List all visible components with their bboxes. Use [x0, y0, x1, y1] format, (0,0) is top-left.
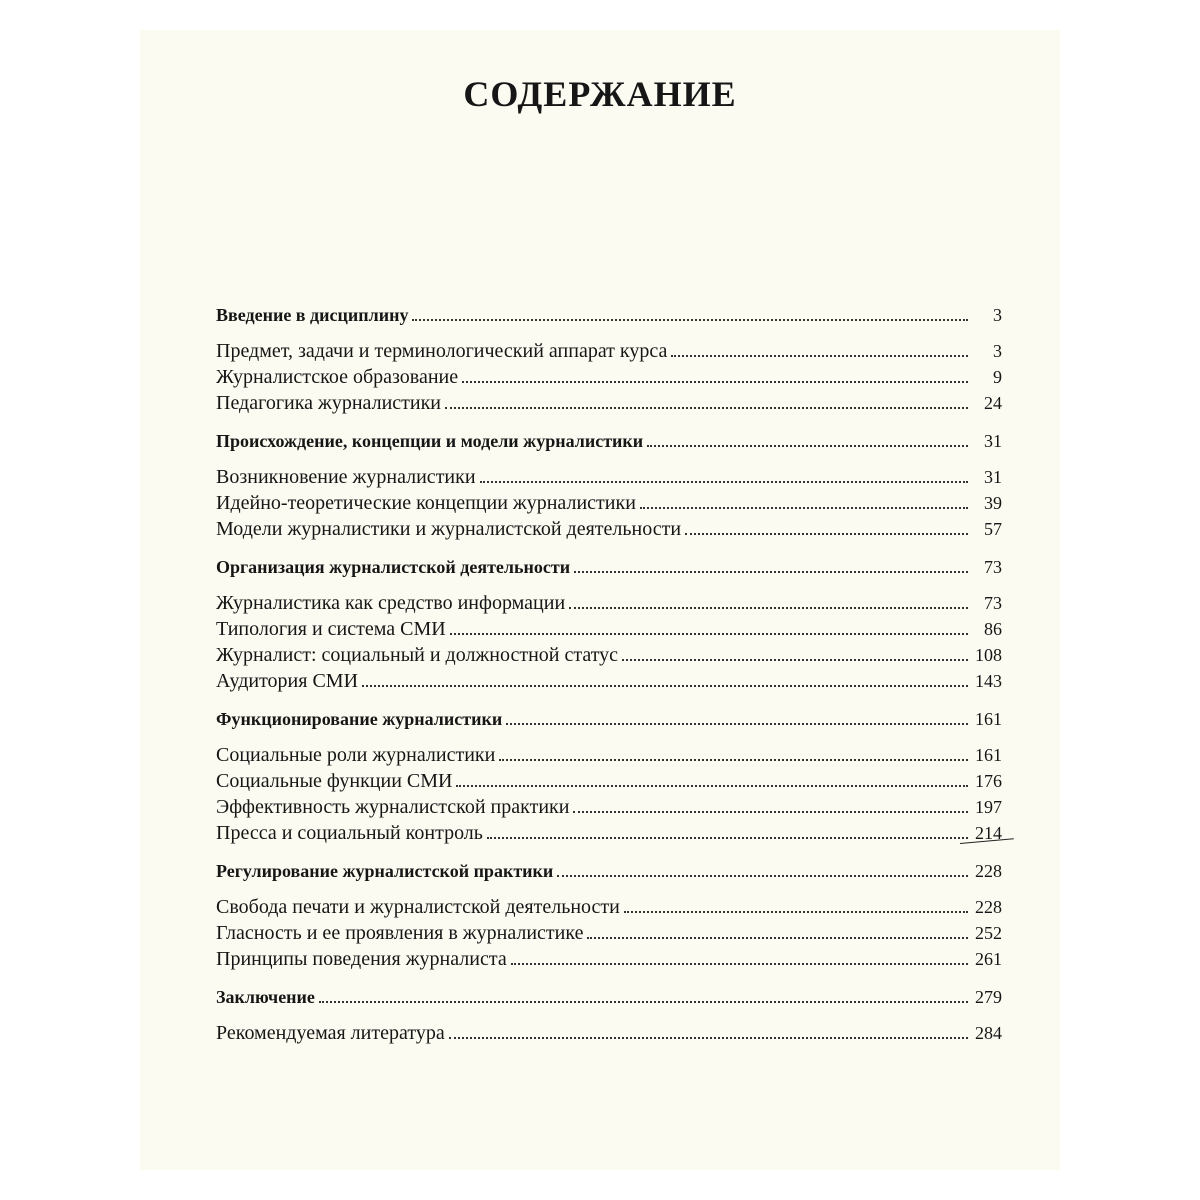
dot-leader: [685, 533, 968, 535]
toc-entry-title: Аудитория СМИ: [216, 670, 359, 692]
toc-entry-title: Эффективность журналистской практики: [216, 796, 570, 818]
toc-subsection-entry: [216, 920, 1002, 946]
toc-entry-title: Организация журналистской деятельности: [216, 557, 571, 577]
dot-leader: [319, 1001, 968, 1003]
dot-leader: [506, 723, 968, 725]
toc-page-number: 108: [975, 645, 1002, 665]
toc-entry-title: Педагогика журналистики: [216, 392, 442, 414]
toc-page-number: 214: [975, 823, 1002, 843]
page-title: СОДЕРЖАНИЕ: [463, 74, 737, 114]
toc-page-number: 39: [984, 493, 1002, 513]
toc-page-number: 86: [984, 619, 1002, 639]
dot-leader: [362, 685, 968, 687]
toc-entry-title: Гласность и ее проявления в журналистике: [216, 922, 584, 944]
toc-section-entry: [216, 554, 1002, 580]
toc-page-number: 3: [993, 305, 1002, 325]
toc-page-number: 261: [975, 949, 1002, 969]
toc-page-number: 228: [975, 861, 1002, 881]
toc-entry-title: Журналистское образование: [216, 366, 459, 388]
toc-page-number: 57: [984, 519, 1002, 539]
toc-page-number: 143: [975, 671, 1002, 691]
dot-leader: [450, 633, 968, 635]
dot-leader: [445, 407, 968, 409]
toc-subsection-entry: [216, 668, 1002, 694]
toc-section-entry: [216, 302, 1002, 328]
dot-leader: [574, 571, 968, 573]
toc-subsection-entry: [216, 490, 1002, 516]
dot-leader: [573, 811, 968, 813]
toc-page-number: 73: [984, 593, 1002, 613]
toc-entry-title: Введение в дисциплину: [216, 305, 409, 325]
toc-page-number: 3: [993, 341, 1002, 361]
dot-leader: [671, 355, 968, 357]
toc-entry-title: Пресса и социальный контроль: [216, 822, 483, 844]
toc-page-number: 161: [975, 745, 1002, 765]
table-of-contents: [216, 302, 1002, 1046]
toc-entry-title: Социальные роли журналистики: [216, 744, 496, 766]
toc-subsection-entry: [216, 390, 1002, 416]
toc-entry-title: Функционирование журналистики: [216, 709, 503, 729]
toc-page-number: 252: [975, 923, 1002, 943]
dot-leader: [511, 963, 968, 965]
toc-page-number: 161: [975, 709, 1002, 729]
toc-subsection-entry: [216, 946, 1002, 972]
toc-subsection-entry: [216, 742, 1002, 768]
toc-subsection-entry: [216, 768, 1002, 794]
dot-leader: [449, 1037, 968, 1039]
toc-subsection-entry: [216, 516, 1002, 542]
dot-leader: [569, 607, 968, 609]
toc-subsection-entry: [216, 590, 1002, 616]
toc-page-number: 31: [984, 467, 1002, 487]
toc-entry-title: Регулирование журналистской практики: [216, 861, 554, 881]
dot-leader: [640, 507, 968, 509]
toc-entry-title: Идейно-теоретические концепции журналистики: [216, 492, 636, 514]
toc-subsection-entry: [216, 338, 1002, 364]
toc-section-entry: [216, 984, 1002, 1010]
toc-page-number: 197: [975, 797, 1002, 817]
dot-leader: [462, 381, 968, 383]
toc-subsection-entry: [216, 616, 1002, 642]
toc-section-entry: [216, 858, 1002, 884]
toc-entry-title: Социальные функции СМИ: [216, 770, 453, 792]
dot-leader: [622, 659, 968, 661]
toc-entry-title: Заключение: [216, 987, 315, 1007]
toc-page-number: 9: [993, 367, 1002, 387]
dot-leader: [487, 837, 968, 839]
toc-entry-title: Возникновение журналистики: [216, 466, 476, 488]
toc-page-number: 228: [975, 897, 1002, 917]
toc-page-number: 31: [984, 431, 1002, 451]
toc-section-entry: [216, 706, 1002, 732]
toc-entry-title: Происхождение, концепции и модели журналистики: [216, 431, 644, 451]
toc-entry-title: Предмет, задачи и терминологический аппарат курса: [216, 340, 668, 362]
dot-leader: [647, 445, 968, 447]
toc-page-number: 284: [975, 1023, 1002, 1043]
toc-entry-title: Свобода печати и журналистской деятельности: [216, 896, 620, 918]
toc-subsection-entry: [216, 364, 1002, 390]
dot-leader: [557, 875, 968, 877]
toc-entry-title: Модели журналистики и журналистской деятельности: [216, 518, 682, 540]
toc-subsection-entry: [216, 1020, 1002, 1046]
toc-entry-title: Журналист: социальный и должностной статус: [216, 644, 619, 666]
dot-leader: [480, 481, 968, 483]
toc-subsection-entry: [216, 464, 1002, 490]
toc-entry-title: Рекомендуемая литература: [216, 1022, 445, 1044]
toc-entry-title: Журналистика как средство информации: [216, 592, 566, 614]
dot-leader: [499, 759, 968, 761]
toc-page-number: 176: [975, 771, 1002, 791]
toc-subsection-entry: [216, 794, 1002, 820]
toc-page-number: 73: [984, 557, 1002, 577]
toc-page-number: 279: [975, 987, 1002, 1007]
dot-leader: [412, 319, 968, 321]
toc-entry-title: Принципы поведения журналиста: [216, 948, 507, 970]
toc-page-number: 24: [984, 393, 1002, 413]
book-page: [140, 30, 1060, 1170]
toc-section-entry: [216, 428, 1002, 454]
toc-entry-title: Типология и система СМИ: [216, 618, 446, 640]
dot-leader: [456, 785, 968, 787]
dot-leader: [624, 911, 968, 913]
toc-subsection-entry: [216, 642, 1002, 668]
toc-subsection-entry: [216, 894, 1002, 920]
dot-leader: [587, 937, 968, 939]
toc-subsection-entry: [216, 820, 1002, 846]
